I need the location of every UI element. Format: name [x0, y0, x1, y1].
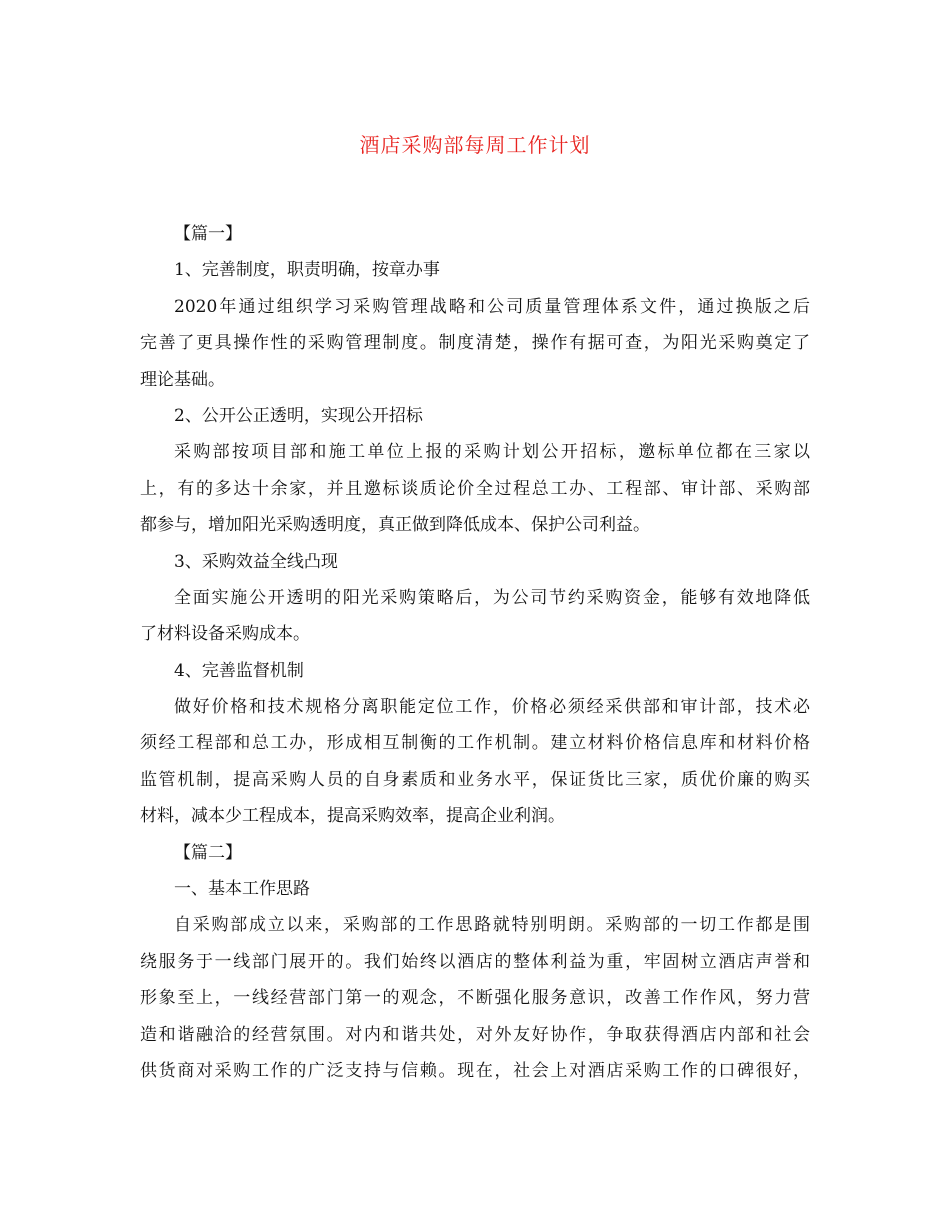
paragraph-line: 2020年通过组织学习采购管理战略和公司质量管理体系文件，通过换版之后 [174, 296, 810, 317]
section-heading-2: 【篇二】 [174, 842, 242, 863]
paragraph-line: 自采购部成立以来，采购部的工作思路就特别明朗。采购部的一切工作都是围 [174, 915, 810, 936]
paragraph-line: 须经工程部和总工办，形成相互制衡的工作机制。建立材料价格信息库和材料价格 [140, 733, 810, 754]
item-heading: 4、完善监督机制 [174, 660, 304, 681]
paragraph-line: 造和谐融洽的经营氛围。对内和谐共处，对外友好协作，争取获得酒店内部和社会 [140, 1024, 810, 1045]
paragraph-line: 上，有的多达十余家，并且邀标谈质论价全过程总工办、工程部、审计部、采购部 [140, 478, 810, 499]
paragraph-line: 完善了更具操作性的采购管理制度。制度清楚，操作有据可查，为阳光采购奠定了 [140, 333, 810, 354]
document-body [140, 216, 810, 1089]
item-heading: 3、采购效益全线凸现 [174, 551, 338, 572]
paragraph-line: 理论基础。 [140, 369, 225, 390]
paragraph-line: 监管机制，提高采购人员的自身素质和业务水平，保证货比三家，质优价廉的购买 [140, 769, 810, 790]
paragraph-line: 都参与，增加阳光采购透明度，真正做到降低成本、保护公司利益。 [140, 515, 650, 536]
document-title: 酒店采购部每周工作计划 [359, 133, 591, 157]
paragraph-line: 采购部按项目部和施工单位上报的采购计划公开招标，邀标单位都在三家以 [174, 442, 810, 463]
item-heading: 一、基本工作思路 [174, 879, 310, 900]
paragraph-line: 了材料设备采购成本。 [140, 624, 310, 645]
section-heading-1: 【篇一】 [174, 224, 242, 244]
item-heading: 1、完善制度，职责明确，按章办事 [174, 260, 440, 281]
paragraph-line: 全面实施公开透明的阳光采购策略后，为公司节约采购资金，能够有效地降低 [174, 587, 810, 608]
paragraph-line: 做好价格和技术规格分离职能定位工作，价格必须经采供部和审计部，技术必 [174, 697, 810, 718]
paragraph-line: 形象至上，一线经营部门第一的观念，不断强化服务意识，改善工作作风，努力营 [140, 988, 810, 1009]
paragraph-line: 材料，减本少工程成本，提高采购效率，提高企业利润。 [140, 806, 565, 827]
paragraph-line: 供货商对采购工作的广泛支持与信赖。现在，社会上对酒店采购工作的口碑很好， [140, 1060, 810, 1081]
paragraph-line: 绕服务于一线部门展开的。我们始终以酒店的整体利益为重，牢固树立酒店声誉和 [140, 951, 810, 972]
item-heading: 2、公开公正透明，实现公开招标 [174, 405, 423, 426]
